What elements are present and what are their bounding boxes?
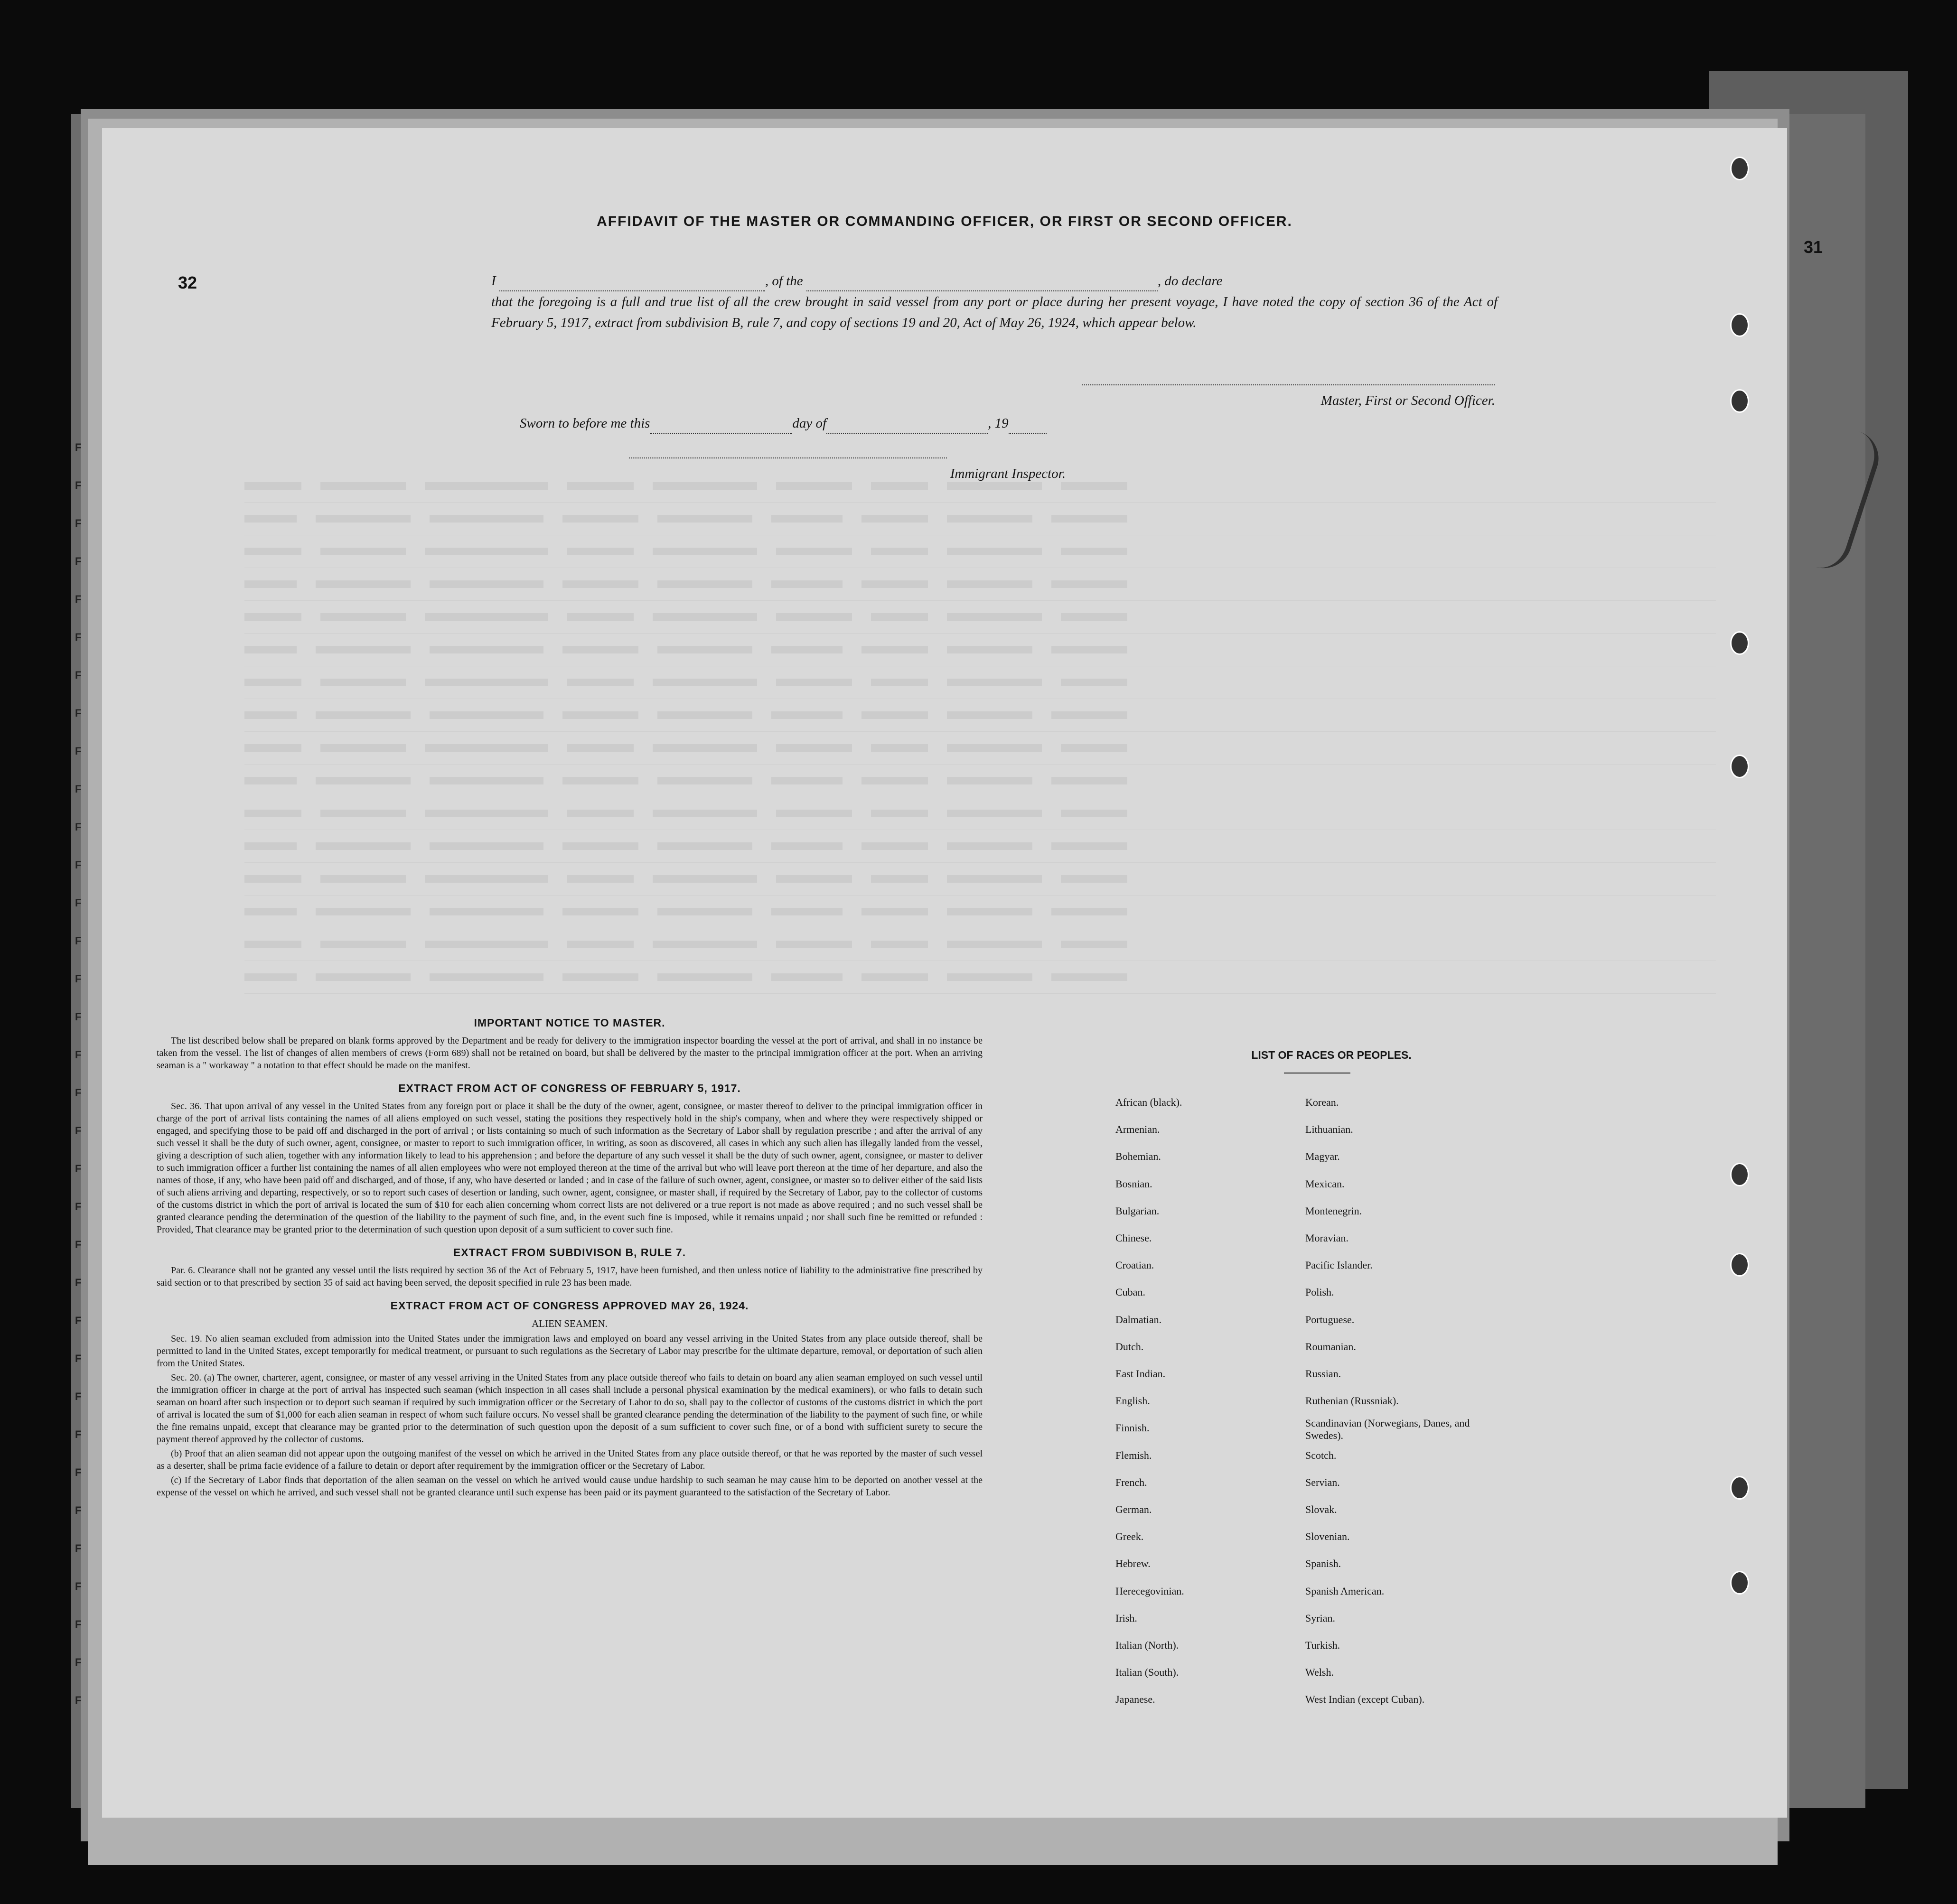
extract-rule7-body: Par. 6. Clearance shall not be granted any vessel until the lists required by section 36 of the Act of February 5, 1917, have been furnished, and then unless notice of liability to the administrative fine prescribed by said section or to that prescribed by section 35 of said act having been served, the deposit specified in rule 23 has been made.: [157, 1265, 983, 1288]
sworn-day-blank[interactable]: [650, 419, 792, 434]
race-entry-col2: Roumanian.: [1305, 1340, 1356, 1353]
extract-1924-subtitle: ALIEN SEAMEN.: [532, 1318, 608, 1329]
edge-tab-letter: F: [75, 1694, 82, 1706]
race-entry-col2: Welsh.: [1305, 1666, 1334, 1679]
left-edge-tabs: [75, 441, 94, 1732]
bleed-through-row: [244, 961, 1716, 994]
race-entry-col2: Scotch.: [1305, 1449, 1337, 1461]
bleed-through-row: [244, 797, 1716, 830]
race-entry-col1: Bulgarian.: [1115, 1204, 1160, 1217]
edge-tab-letter: F: [75, 1618, 82, 1630]
race-entry-col2: Polish.: [1305, 1286, 1334, 1298]
page-number-right: 31: [1804, 237, 1823, 257]
race-entry-col1: French.: [1115, 1476, 1147, 1488]
important-notice-title: IMPORTANT NOTICE TO MASTER.: [474, 1017, 665, 1029]
race-entry-col2: Lithuanian.: [1305, 1123, 1353, 1136]
bleed-through-row: [244, 732, 1716, 765]
bleed-through-row: [244, 863, 1716, 896]
declaration-of-the: , of the: [765, 273, 803, 289]
punch-hole: [1730, 157, 1749, 180]
edge-tab-letter: F: [75, 669, 82, 681]
bleed-through-row: [244, 928, 1716, 961]
edge-tab-letter: F: [75, 1656, 82, 1668]
race-entry-col1: Irish.: [1115, 1612, 1137, 1624]
edge-tab-letter: F: [75, 1011, 82, 1023]
punch-hole: [1730, 313, 1749, 337]
bleed-through-row: [244, 830, 1716, 863]
race-entry-col1: Herecegovinian.: [1115, 1585, 1184, 1597]
edge-tab-letter: F: [75, 1504, 82, 1516]
affidavit-declaration: [491, 271, 1498, 333]
edge-tab-letter: F: [75, 783, 82, 795]
edge-tab-letter: F: [75, 1125, 82, 1137]
edge-tab-letter: F: [75, 859, 82, 871]
edge-tab-letter: F: [75, 1466, 82, 1478]
race-entry-col1: Greek.: [1115, 1531, 1144, 1543]
edge-tab-letter: F: [75, 973, 82, 985]
bleed-through-row: [244, 666, 1716, 699]
section-20c: (c) If the Secretary of Labor finds that deportation of the alien seaman on the vessel on which he arrived would cause undue hardship to such seaman he may cause him to be deported on another vessel at the expense of the vessel on which he arrived, and such vessel shall not be granted clearance until such expense has been paid or its payment guaranteed to the satisfaction of the Secretary of Labor.: [157, 1475, 983, 1498]
edge-tab-letter: F: [75, 441, 82, 453]
edge-tab-letter: F: [75, 593, 82, 605]
punch-hole: [1730, 755, 1749, 778]
race-entry-col2: Korean.: [1305, 1096, 1339, 1108]
edge-tab-letter: F: [75, 1049, 82, 1061]
sworn-year-blank[interactable]: [1009, 419, 1047, 434]
race-entry-col2: Portuguese.: [1305, 1313, 1355, 1325]
vessel-blank[interactable]: [806, 276, 1158, 291]
race-entry-col2: Ruthenian (Russniak).: [1305, 1395, 1399, 1407]
page-number-left: 32: [178, 273, 197, 292]
race-entry-col1: Italian (South).: [1115, 1666, 1179, 1679]
race-entry-col1: German.: [1115, 1503, 1152, 1515]
race-entry-col1: Croatian.: [1115, 1259, 1154, 1271]
bleed-through-row: [244, 896, 1716, 928]
edge-tab-letter: F: [75, 1277, 82, 1288]
section-19: Sec. 19. No alien seaman excluded from admission into the United States under the immigration laws and employed on board any vessel arriving in the United States from any place outside thereof, shall be permitted to land in the United States, except temporarily for medical treatment, or pursuant to such regulations as the Secretary of Labor may prescribe for the ultimate departure, removal, or deportation of such alien from the United States.: [157, 1334, 983, 1369]
race-entry-col1: Japanese.: [1115, 1693, 1155, 1706]
race-entry-col2: Pacific Islander.: [1305, 1259, 1373, 1271]
race-entry-col2: Spanish American.: [1305, 1585, 1385, 1597]
inspector-caption: Immigrant Inspector.: [950, 466, 1066, 481]
race-entry-col1: Bohemian.: [1115, 1150, 1161, 1163]
bleed-through-row: [244, 568, 1716, 601]
sworn-prefix: Sworn to before me this: [520, 416, 650, 431]
bleed-through-row: [244, 470, 1716, 503]
bleed-through-row: [244, 634, 1716, 666]
extract-1917-body: Sec. 36. That upon arrival of any vessel in the United States from any foreign port or place it shall be the duty of the owner, agent, consignee, or master thereof to deliver to the principal immigration officer in charge of the port of arrival lists containing the names of all aliens employed on such vessel, stating the positions they respectively hold in the ship's company, when and where they were respectively shipped or engaged, and specifying those to be paid off and discharged in the port of arrival ; or lists containing so much of such information as the Secretary of Labor shall by regulation prescribe ; and after the arrival of any such vessel it shall be the duty of such owner, agent, consignee, or master to report to such immigration officer, in writing, as soon as discovered, all cases in which any such alien has illegally landed from the vessel, giving a description of such alien, together with any information likely to lead to his apprehension ; and before the departure of any such vessel it shall be the duty of such owner, agent, consignee, or master to deliver to such immigration officer a further list containing the names of all alien employees who were not employed thereon at the time of the arrival but who will leave port thereon at the time of her departure, and also the names of those, if any, who have been paid off and discharged, and of those, if any, who have deserted or landed ; and in case of the failure of such owner, agent, consignee, or master so to deliver either of the said lists of such aliens arriving and departing, respectively, or so to report such cases of desertion or landing, such owner, agent, consignee, or master shall, if required by the Secretary of Labor, pay to the collector of customs of the customs district in which the port of arrival is located the sum of $10 for each alien concerning whom correct lists are not delivered or a true report is not made as above required ; and no such vessel shall be granted clearance pending the determination of the question of the liability to the payment of such fine, and, in the event such fine is imposed, while it remains unpaid ; nor shall such fine be remitted or refunded : Provided, That clearance may be granted prior to the determination of such question upon deposit of a sum sufficient to cover such fine.: [157, 1101, 983, 1235]
bleed-through-row: [244, 699, 1716, 732]
edge-tab-letter: F: [75, 1428, 82, 1440]
bleed-through-row: [244, 601, 1716, 634]
race-entry-col1: Dutch.: [1115, 1340, 1144, 1353]
race-entry-col2: Magyar.: [1305, 1150, 1340, 1163]
notices-column: [157, 1006, 983, 1501]
edge-tab-letter: F: [75, 1542, 82, 1554]
edge-tab-letter: F: [75, 1580, 82, 1592]
edge-tab-letter: F: [75, 555, 82, 567]
extract-1917-title: EXTRACT FROM ACT OF CONGRESS OF FEBRUARY 5, 1917.: [398, 1082, 741, 1094]
race-entry-col2: Servian.: [1305, 1476, 1340, 1488]
bleed-through-row: [244, 535, 1716, 568]
race-entry-col2: Slovenian.: [1305, 1531, 1350, 1543]
section-20a: Sec. 20. (a) The owner, charterer, agent, consignee, or master of any vessel arriving in the United States from any place outside thereof who fails to detain on board any alien seaman employed on such vessel until the immigration officer in charge at the port of arrival has inspected such seaman (which inspection in all cases shall include a personal physical examination by the medical examiners), or who fails to detain such seaman on board after such inspection or to deport such seaman if required by such immigration officer or the Secretary of Labor to do so, shall pay to the collector of customs of the customs district in which the port of arrival is located the sum of $1,000 for each alien seaman in respect of whom such failure occurs. No vessel shall be granted clearance pending the determination of the liability to the payment of such fine, or while the fine remains unpaid, except that clearance may be granted prior to the determination of such question upon the deposit of a sum sufficient to cover such fine, or of a bond with sufficient surety to secure the payment thereof approved by the collector of customs.: [157, 1372, 983, 1445]
race-entry-col2: Slovak.: [1305, 1503, 1337, 1515]
race-entry-col2: Spanish.: [1305, 1558, 1341, 1570]
edge-tab-letter: F: [75, 1239, 82, 1251]
race-entry-col2: Russian.: [1305, 1368, 1341, 1380]
master-caption: Master, First or Second Officer.: [1320, 393, 1495, 408]
race-entry-col2: Turkish.: [1305, 1639, 1340, 1651]
race-entry-col1: Bosnian.: [1115, 1177, 1152, 1190]
declaration-declare: , do declare: [1157, 273, 1223, 289]
punch-hole: [1730, 1253, 1749, 1277]
race-entry-col1: Chinese.: [1115, 1232, 1152, 1244]
sworn-line: [520, 413, 1047, 434]
edge-tab-letter: F: [75, 631, 82, 643]
master-signature-line[interactable]: [1082, 384, 1495, 385]
edge-tab-letter: F: [75, 517, 82, 529]
important-notice-body: The list described below shall be prepared on blank forms approved by the Department and be ready for delivery to the immigration inspector boarding the vessel at the port of arrival, and shall in no instance be taken from the vessel. The list of changes of alien members of crews (Form 689) shall not be retained on board, but shall be delivered by the master to the principal immigration officer at the port. When an arriving seaman is a " workaway " a notation to that effect should be made on the manifest.: [157, 1036, 983, 1071]
extract-rule7-title: EXTRACT FROM SUBDIVISON B, RULE 7.: [453, 1246, 686, 1259]
edge-tab-letter: F: [75, 479, 82, 491]
races-title: LIST OF RACES OR PEOPLES.: [1251, 1049, 1412, 1061]
manifest-page: [102, 128, 1787, 1818]
extract-1924-title: EXTRACT FROM ACT OF CONGRESS APPROVED MAY 26, 1924.: [390, 1299, 749, 1312]
edge-tab-letter: F: [75, 745, 82, 757]
edge-tab-letter: F: [75, 1353, 82, 1364]
race-entry-col1: East Indian.: [1115, 1368, 1166, 1380]
edge-tab-letter: F: [75, 897, 82, 909]
edge-tab-letter: F: [75, 1201, 82, 1213]
edge-tab-letter: F: [75, 821, 82, 833]
race-entry-col2: West Indian (except Cuban).: [1305, 1693, 1425, 1706]
edge-tab-letter: F: [75, 707, 82, 719]
bleed-through-row: [244, 503, 1716, 535]
edge-tab-letter: F: [75, 935, 82, 947]
race-entry-col1: Italian (North).: [1115, 1639, 1179, 1651]
affidavit-title: AFFIDAVIT OF THE MASTER OR COMMANDING OFFICER, OR FIRST OR SECOND OFFICER.: [597, 214, 1292, 229]
punch-hole: [1730, 1163, 1749, 1186]
race-entry-col1: Hebrew.: [1115, 1558, 1151, 1570]
inspector-signature-line[interactable]: [629, 457, 947, 458]
sworn-day: day of: [792, 416, 827, 431]
race-entry-col1: African (black).: [1115, 1096, 1182, 1108]
punch-hole: [1730, 389, 1749, 413]
race-entry-col2: Syrian.: [1305, 1612, 1335, 1624]
race-entry-col2: Moravian.: [1305, 1232, 1349, 1244]
race-entry-col1: Cuban.: [1115, 1286, 1145, 1298]
name-blank[interactable]: [499, 276, 765, 291]
race-entry-col1: Armenian.: [1115, 1123, 1160, 1136]
punch-hole: [1730, 1476, 1749, 1500]
race-entry-col2: Montenegrin.: [1305, 1204, 1362, 1217]
sworn-month-blank[interactable]: [826, 419, 988, 434]
punch-hole: [1730, 631, 1749, 655]
race-entry-col1: Finnish.: [1115, 1422, 1150, 1434]
race-entry-col1: Dalmatian.: [1115, 1313, 1162, 1325]
declaration-body: that the foregoing is a full and true list of all the crew brought in said vessel from any port or place during her present voyage, I have noted the copy of section 36 of the Act of February 5, 1917, extract from subdivision B, rule 7, and copy of sections 19 and 20, Act of May 26, 1924, which appear below.: [491, 294, 1498, 330]
edge-tab-letter: F: [75, 1391, 82, 1402]
section-20b: (b) Proof that an alien seaman did not appear upon the outgoing manifest of the vessel on which he arrived in the United States from any place outside thereof, or that he was reported by the master of such vessel as a deserter, shall be prima facie evidence of a failure to detain or deport after requirement by the immigration officer or the Secretary of Labor.: [157, 1448, 983, 1471]
edge-tab-letter: F: [75, 1087, 82, 1099]
edge-tab-letter: F: [75, 1315, 82, 1326]
bleed-through-rows: [244, 470, 1716, 994]
race-entry-col2: Scandinavian (Norwegians, Danes, and Swedes).: [1305, 1417, 1470, 1442]
race-entry-col1: English.: [1115, 1395, 1150, 1407]
sworn-year: , 19: [988, 416, 1009, 431]
bleed-through-row: [244, 765, 1716, 797]
race-entry-col2: Mexican.: [1305, 1177, 1345, 1190]
race-entry-col1: Flemish.: [1115, 1449, 1152, 1461]
edge-tab-letter: F: [75, 1163, 82, 1175]
punch-hole: [1730, 1571, 1749, 1595]
declaration-i: I: [491, 273, 496, 289]
